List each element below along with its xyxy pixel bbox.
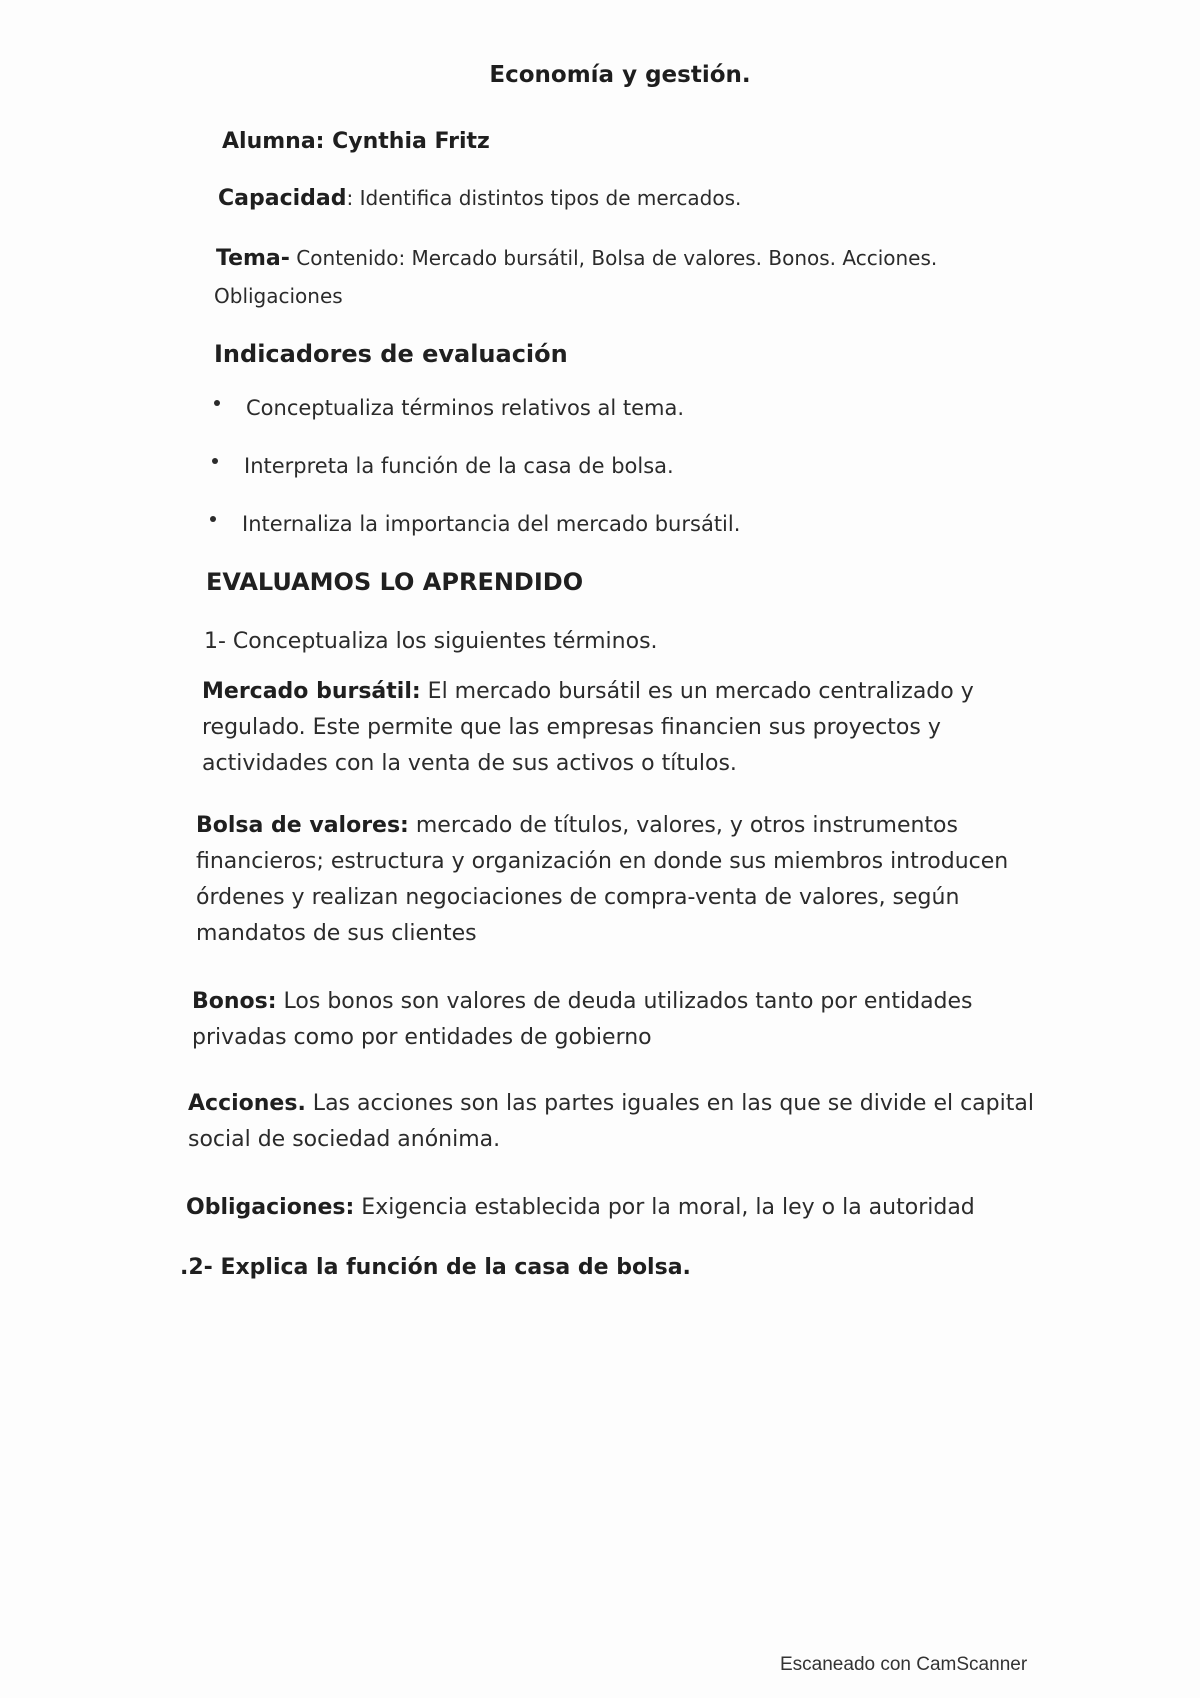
question-2: .2- Explica la función de la casa de bolsa. <box>180 1255 691 1280</box>
term-text: privadas como por entidades de gobierno <box>192 1025 652 1050</box>
indicators-heading: Indicadores de evaluación <box>214 340 568 368</box>
term-bonos <box>192 984 1072 1056</box>
tema-continuation: Obligaciones <box>214 284 343 308</box>
indicator-item <box>210 512 740 536</box>
term-mercado-bursatil <box>202 674 1082 782</box>
term-label: Bonos: <box>192 989 277 1014</box>
term-text: Los bonos son valores de deuda utilizados tanto por entidades <box>276 989 973 1014</box>
term-text: regulado. Este permite que las empresas financien sus proyectos y <box>202 715 941 740</box>
evaluation-heading: EVALUAMOS LO APRENDIDO <box>206 568 584 596</box>
capacidad-label: Capacidad <box>218 186 347 211</box>
capacidad-line <box>218 180 741 217</box>
term-text: mercado de títulos, valores, y otros instrumentos <box>408 813 958 838</box>
term-acciones <box>188 1086 1108 1158</box>
bullet-icon <box>210 516 216 522</box>
term-obligaciones <box>186 1190 1066 1226</box>
term-text: financieros; estructura y organización en donde sus miembros introducen <box>196 849 1009 874</box>
term-text: actividades con la venta de sus activos o títulos. <box>202 751 737 776</box>
indicator-item <box>214 396 684 420</box>
student-name: Alumna: Cynthia Fritz <box>222 129 490 154</box>
term-bolsa-de-valores <box>196 808 1096 952</box>
term-text: órdenes y realizan negociaciones de compra-venta de valores, según <box>196 885 960 910</box>
term-label: Mercado bursátil: <box>202 679 421 704</box>
term-text: social de sociedad anónima. <box>188 1127 501 1152</box>
tema-label: Tema- <box>216 246 290 271</box>
indicator-text: Conceptualiza términos relativos al tema. <box>246 396 685 420</box>
indicator-item <box>212 454 674 478</box>
tema-text: Contenido: Mercado bursátil, Bolsa de valores. Bonos. Acciones. <box>289 246 938 270</box>
scanner-watermark: Escaneado con CamScanner <box>780 1654 1028 1675</box>
bullet-icon <box>212 458 218 464</box>
capacidad-text: : Identifica distintos tipos de mercados. <box>346 186 742 210</box>
term-text: El mercado bursátil es un mercado centralizado y <box>420 679 974 704</box>
term-label: Bolsa de valores: <box>196 813 409 838</box>
indicator-text: Internaliza la importancia del mercado bursátil. <box>242 512 741 536</box>
bullet-icon <box>214 400 220 406</box>
question-1: 1- Conceptualiza los siguientes términos. <box>204 629 658 654</box>
indicator-text: Interpreta la función de la casa de bolsa. <box>244 454 674 478</box>
term-text: Exigencia establecida por la moral, la ley o la autoridad <box>354 1195 975 1220</box>
term-text: mandatos de sus clientes <box>196 921 477 946</box>
term-text: Las acciones son las partes iguales en las que se divide el capital <box>305 1091 1034 1116</box>
document-title: Economía y gestión. <box>489 62 751 88</box>
term-label: Acciones. <box>188 1091 306 1116</box>
term-label: Obligaciones: <box>186 1195 355 1220</box>
tema-line <box>216 240 937 277</box>
